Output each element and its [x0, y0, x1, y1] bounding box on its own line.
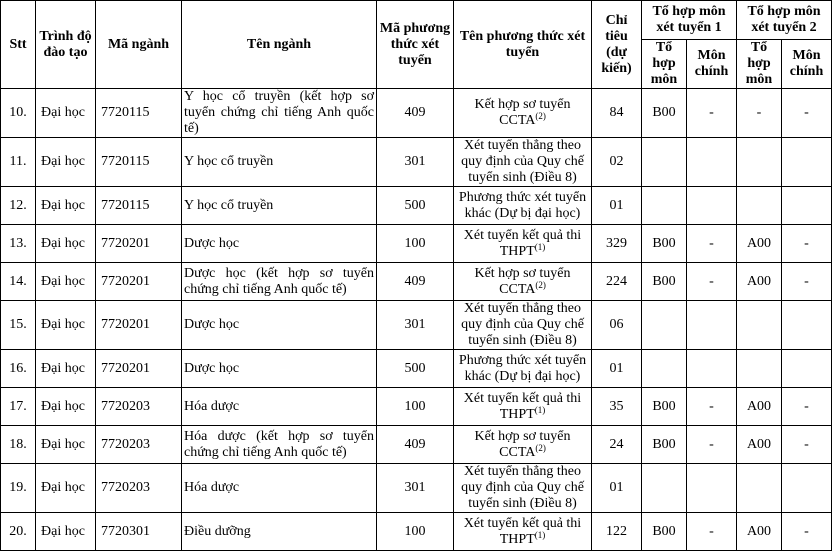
cell-ten-nganh: Y học cổ truyền — [182, 187, 377, 225]
cell-chi-tieu: 24 — [592, 426, 642, 464]
method-name-text: Phương thức xét tuyển khác (Dự bị đại học) — [458, 189, 587, 221]
cell-mon-chinh-2 — [782, 464, 832, 513]
cell-ten-nganh: Dược học — [182, 350, 377, 388]
cell-chi-tieu: 35 — [592, 388, 642, 426]
cell-ten-phuong-thuc — [454, 350, 592, 388]
cell-ten-phuong-thuc — [454, 263, 592, 301]
cell-chi-tieu: 01 — [592, 187, 642, 225]
cell-mon-chinh-1 — [687, 301, 737, 350]
table-header — [1, 1, 832, 89]
cell-ten-nganh: Dược học — [182, 301, 377, 350]
cell-ten-nganh: Dược học (kết hợp sơ tuyển chứng chỉ tiếng Anh quốc tế) — [182, 263, 377, 301]
method-name-text: Phương thức xét tuyển khác (Dự bị đại học) — [458, 352, 587, 384]
cell-ten-phuong-thuc — [454, 513, 592, 551]
method-name-text: Xét tuyển thẳng theo quy định của Quy chế tuyển sinh (Điều 8) — [461, 138, 584, 185]
cell-ten-phuong-thuc — [454, 225, 592, 263]
header-ma-nganh: Mã ngành — [96, 1, 182, 89]
cell-ma-phuong-thuc: 409 — [377, 263, 454, 301]
cell-trinh-do: Đại học — [36, 388, 96, 426]
method-name-text: Xét tuyển kết quả thi THPT — [463, 390, 582, 422]
cell-mon-chinh-2: - — [782, 426, 832, 464]
footnote-marker: (2) — [535, 442, 546, 453]
header-trinh-do: Trình độ đào tạo — [36, 1, 96, 89]
cell-ma-nganh: 7720201 — [96, 263, 182, 301]
cell-mon-chinh-1: - — [687, 426, 737, 464]
cell-ma-phuong-thuc: 500 — [377, 350, 454, 388]
table-row — [1, 350, 832, 388]
table-body — [1, 89, 832, 551]
cell-mon-chinh-1 — [687, 138, 737, 187]
cell-to-hop-2: A00 — [737, 225, 782, 263]
cell-stt: 16. — [1, 350, 36, 388]
method-name-text: Xét tuyển thẳng theo quy định của Quy chế tuyển sinh (Điều 8) — [461, 301, 584, 348]
cell-chi-tieu: 02 — [592, 138, 642, 187]
cell-ten-nganh: Dược học — [182, 225, 377, 263]
cell-ma-nganh: 7720115 — [96, 138, 182, 187]
footnote-marker: (1) — [534, 241, 546, 252]
cell-to-hop-1: B00 — [642, 426, 687, 464]
cell-ten-phuong-thuc — [454, 388, 592, 426]
cell-ten-nganh: Y học cổ truyền (kết hợp sơ tuyển chứng chỉ tiếng Anh quốc tế) — [182, 89, 377, 138]
cell-stt: 19. — [1, 464, 36, 513]
header-to-hop-1: Tổ hợp môn xét tuyển 1 — [642, 1, 737, 40]
cell-mon-chinh-2 — [782, 350, 832, 388]
cell-ten-phuong-thuc — [454, 426, 592, 464]
cell-to-hop-1 — [642, 138, 687, 187]
cell-to-hop-2: A00 — [737, 388, 782, 426]
cell-ma-phuong-thuc: 100 — [377, 388, 454, 426]
header-sub-to-hop-1: Tổ hợp môn — [642, 40, 687, 89]
cell-ten-nganh: Điều dưỡng — [182, 513, 377, 551]
cell-stt: 13. — [1, 225, 36, 263]
table-row — [1, 225, 832, 263]
table-row — [1, 301, 832, 350]
cell-to-hop-1: B00 — [642, 263, 687, 301]
cell-mon-chinh-1: - — [687, 388, 737, 426]
cell-trinh-do: Đại học — [36, 225, 96, 263]
cell-to-hop-1 — [642, 187, 687, 225]
cell-ma-nganh: 7720201 — [96, 225, 182, 263]
cell-to-hop-2: A00 — [737, 426, 782, 464]
cell-ma-phuong-thuc: 100 — [377, 225, 454, 263]
cell-to-hop-1: B00 — [642, 89, 687, 138]
footnote-marker: (2) — [535, 111, 546, 121]
cell-mon-chinh-2: - — [782, 225, 832, 263]
header-ten-nganh: Tên ngành — [182, 1, 377, 89]
cell-mon-chinh-2: - — [782, 263, 832, 301]
footnote-marker: (1) — [534, 404, 546, 415]
cell-to-hop-2 — [737, 464, 782, 513]
cell-trinh-do: Đại học — [36, 89, 96, 138]
cell-mon-chinh-1 — [687, 464, 737, 513]
cell-to-hop-1 — [642, 350, 687, 388]
cell-to-hop-1 — [642, 464, 687, 513]
table-row — [1, 187, 832, 225]
table-row — [1, 138, 832, 187]
cell-to-hop-1: B00 — [642, 388, 687, 426]
header-sub-to-hop-2: Tổ hợp môn — [737, 40, 782, 89]
header-chi-tieu: Chỉ tiêu (dự kiến) — [592, 1, 642, 89]
cell-mon-chinh-1: - — [687, 89, 737, 138]
header-ten-phuong-thuc: Tên phương thức xét tuyển — [454, 1, 592, 89]
cell-chi-tieu: 01 — [592, 350, 642, 388]
cell-ma-nganh: 7720115 — [96, 187, 182, 225]
cell-to-hop-2 — [737, 301, 782, 350]
cell-to-hop-2: A00 — [737, 263, 782, 301]
header-to-hop-2: Tổ hợp môn xét tuyển 2 — [737, 1, 832, 40]
cell-ten-nganh: Hóa dược — [182, 464, 377, 513]
method-name-text: Kết hợp sơ tuyển CCTA — [474, 97, 571, 128]
method-name-text: Xét tuyển kết quả thi THPT — [463, 515, 582, 547]
cell-trinh-do: Đại học — [36, 263, 96, 301]
cell-ten-phuong-thuc — [454, 464, 592, 513]
cell-trinh-do: Đại học — [36, 301, 96, 350]
cell-ten-nganh: Hóa dược (kết hợp sơ tuyển chứng chỉ tiếng Anh quốc tế) — [182, 426, 377, 464]
method-name-text: Kết hợp sơ tuyển CCTA — [474, 265, 571, 297]
cell-stt: 20. — [1, 513, 36, 551]
cell-ten-phuong-thuc — [454, 89, 592, 138]
cell-mon-chinh-2: - — [782, 388, 832, 426]
cell-ma-nganh: 7720301 — [96, 513, 182, 551]
cell-ten-nganh: Hóa dược — [182, 388, 377, 426]
cell-ten-phuong-thuc — [454, 301, 592, 350]
cell-ma-phuong-thuc: 100 — [377, 513, 454, 551]
table-row — [1, 388, 832, 426]
cell-stt: 14. — [1, 263, 36, 301]
cell-mon-chinh-1 — [687, 350, 737, 388]
cell-mon-chinh-1: - — [687, 513, 737, 551]
cell-trinh-do: Đại học — [36, 350, 96, 388]
cell-chi-tieu: 01 — [592, 464, 642, 513]
cell-ma-phuong-thuc: 409 — [377, 89, 454, 138]
cell-ma-phuong-thuc: 409 — [377, 426, 454, 464]
cell-stt: 15. — [1, 301, 36, 350]
cell-to-hop-2 — [737, 350, 782, 388]
footnote-marker: (2) — [535, 279, 546, 290]
cell-ma-phuong-thuc: 301 — [377, 301, 454, 350]
cell-to-hop-2: A00 — [737, 513, 782, 551]
cell-ma-nganh: 7720203 — [96, 426, 182, 464]
header-ma-phuong-thuc: Mã phương thức xét tuyển — [377, 1, 454, 89]
method-name-text: Xét tuyển thẳng theo quy định của Quy chế tuyển sinh (Điều 8) — [461, 464, 584, 511]
cell-mon-chinh-2: - — [782, 513, 832, 551]
cell-to-hop-1 — [642, 301, 687, 350]
header-sub-mon-chinh-1: Môn chính — [687, 40, 737, 89]
cell-ma-nganh: 7720203 — [96, 388, 182, 426]
header-sub-mon-chinh-2: Môn chính — [782, 40, 832, 89]
cell-to-hop-1: B00 — [642, 225, 687, 263]
table-row — [1, 426, 832, 464]
cell-ma-nganh: 7720115 — [96, 89, 182, 138]
cell-ten-phuong-thuc — [454, 138, 592, 187]
cell-trinh-do: Đại học — [36, 426, 96, 464]
cell-ma-phuong-thuc: 301 — [377, 138, 454, 187]
method-name-text: Xét tuyển kết quả thi THPT — [463, 227, 582, 259]
cell-ma-nganh: 7720203 — [96, 464, 182, 513]
method-name-text: Kết hợp sơ tuyển CCTA — [474, 428, 571, 460]
cell-chi-tieu: 122 — [592, 513, 642, 551]
cell-ten-nganh: Y học cổ truyền — [182, 138, 377, 187]
table-row — [1, 89, 832, 138]
cell-stt: 18. — [1, 426, 36, 464]
cell-stt: 11. — [1, 138, 36, 187]
cell-trinh-do: Đại học — [36, 187, 96, 225]
cell-trinh-do: Đại học — [36, 138, 96, 187]
cell-mon-chinh-2 — [782, 301, 832, 350]
table-row — [1, 263, 832, 301]
cell-mon-chinh-1: - — [687, 263, 737, 301]
cell-stt: 17. — [1, 388, 36, 426]
cell-ma-phuong-thuc: 301 — [377, 464, 454, 513]
table-row — [1, 464, 832, 513]
cell-to-hop-2 — [737, 138, 782, 187]
cell-chi-tieu: 84 — [592, 89, 642, 138]
cell-trinh-do: Đại học — [36, 464, 96, 513]
cell-chi-tieu: 224 — [592, 263, 642, 301]
cell-mon-chinh-1 — [687, 187, 737, 225]
footnote-marker: (1) — [534, 529, 546, 540]
cell-mon-chinh-2 — [782, 138, 832, 187]
cell-mon-chinh-2: - — [782, 89, 832, 138]
cell-mon-chinh-2 — [782, 187, 832, 225]
cell-ma-nganh: 7720201 — [96, 301, 182, 350]
cell-ten-phuong-thuc — [454, 187, 592, 225]
cell-ma-phuong-thuc: 500 — [377, 187, 454, 225]
cell-chi-tieu: 06 — [592, 301, 642, 350]
cell-chi-tieu: 329 — [592, 225, 642, 263]
table-row — [1, 513, 832, 551]
cell-to-hop-2: - — [737, 89, 782, 138]
cell-to-hop-1: B00 — [642, 513, 687, 551]
cell-stt: 10. — [1, 89, 36, 138]
cell-mon-chinh-1: - — [687, 225, 737, 263]
cell-stt: 12. — [1, 187, 36, 225]
cell-ma-nganh: 7720201 — [96, 350, 182, 388]
cell-to-hop-2 — [737, 187, 782, 225]
cell-trinh-do: Đại học — [36, 513, 96, 551]
header-stt: Stt — [1, 1, 36, 89]
